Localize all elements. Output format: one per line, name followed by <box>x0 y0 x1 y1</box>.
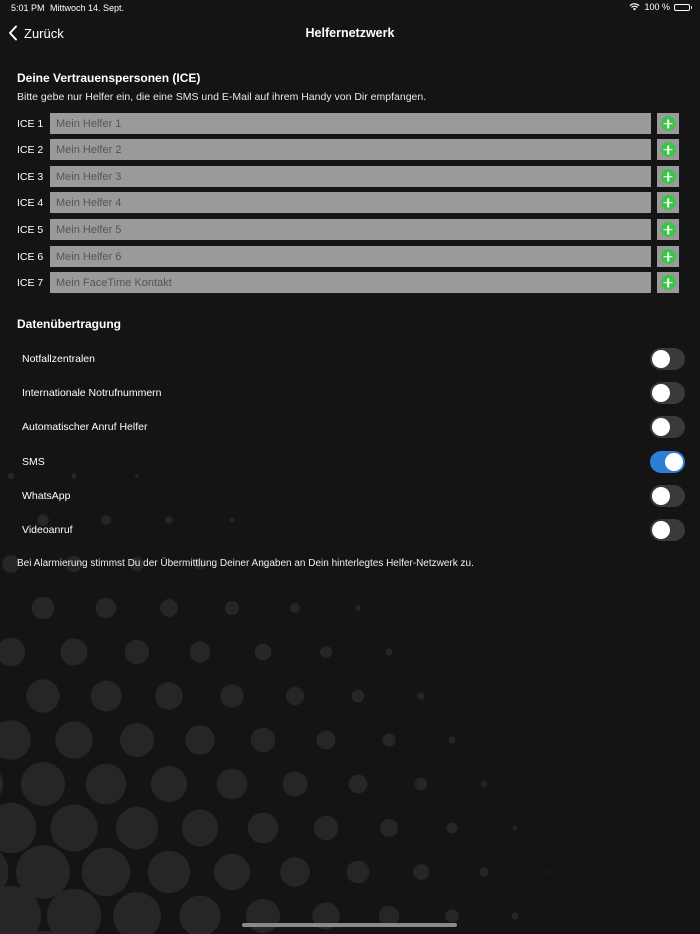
plus-circle-icon <box>661 142 676 157</box>
back-button-label: Zurück <box>24 25 64 41</box>
toggle-label: Automatischer Anruf Helfer <box>22 421 148 433</box>
toggle-label: WhatsApp <box>22 490 71 502</box>
background-dot <box>352 690 365 703</box>
background-dot <box>120 723 154 757</box>
ice-5-add-button[interactable] <box>657 219 679 240</box>
switch-knob <box>652 350 670 368</box>
ice-3-input[interactable] <box>50 166 651 187</box>
ice-label: ICE 2 <box>17 143 44 156</box>
ice-row-6 <box>17 246 679 267</box>
background-dot <box>349 775 368 794</box>
ice-row-1 <box>17 113 679 134</box>
background-dot <box>286 687 304 705</box>
ice-section-description: Bitte gebe nur Helfer ein, die eine SMS und E-Mail auf ihrem Handy von Dir empfangen. <box>17 91 427 103</box>
background-dot <box>113 892 161 934</box>
internationale-notrufnummern-switch[interactable] <box>650 382 685 404</box>
ice-row-7 <box>17 272 679 293</box>
switch-knob <box>652 487 670 505</box>
background-dot <box>60 638 87 665</box>
background-dot <box>151 766 187 802</box>
ice-6-input[interactable] <box>50 246 651 267</box>
background-dot <box>251 728 276 753</box>
background-dot <box>512 913 519 920</box>
background-dot <box>255 644 272 661</box>
background-dot <box>290 603 300 613</box>
background-dot <box>225 601 239 615</box>
plus-circle-icon <box>661 116 676 131</box>
switch-knob <box>652 418 670 436</box>
ice-row-4 <box>17 192 679 213</box>
toggle-label: Internationale Notrufnummern <box>22 387 162 399</box>
background-dot <box>415 778 428 791</box>
background-dot <box>481 781 487 787</box>
background-dot <box>32 597 55 620</box>
toggle-label: Videoanruf <box>22 524 73 536</box>
ice-2-input[interactable] <box>50 139 651 160</box>
page-title: Helfernetzwerk <box>305 26 395 40</box>
ice-7-add-button[interactable] <box>657 272 679 293</box>
background-dot <box>283 772 308 797</box>
background-dot <box>91 681 122 712</box>
plus-circle-icon <box>661 249 676 264</box>
background-dot <box>185 725 215 755</box>
sms-switch[interactable] <box>650 451 685 473</box>
background-dot <box>148 851 190 893</box>
ice-row-5 <box>17 219 679 240</box>
background-dot <box>179 895 220 934</box>
background-dot <box>55 721 92 758</box>
ice-row-3 <box>17 166 679 187</box>
plus-circle-icon <box>661 169 676 184</box>
background-dot <box>96 598 117 619</box>
background-dot <box>214 854 250 890</box>
ice-6-add-button[interactable] <box>657 246 679 267</box>
home-indicator <box>242 923 457 927</box>
ice-1-add-button[interactable] <box>657 113 679 134</box>
background-dot <box>513 826 518 831</box>
data-transfer-section-title: Datenübertragung <box>17 317 122 331</box>
background-dot <box>8 473 15 480</box>
background-dot <box>380 819 398 837</box>
toggle-row-videoanruf <box>22 517 685 543</box>
background-dot <box>417 692 424 699</box>
background-dot <box>386 649 393 656</box>
ice-label: ICE 3 <box>17 170 44 183</box>
consent-note: Bei Alarmierung stimmst Du der Übermittlung Deiner Angaben an Dein hinterlegtes Helfer-Netzwerk zu. <box>17 558 474 569</box>
background-dot <box>448 736 455 743</box>
switch-knob <box>652 521 670 539</box>
ice-label: ICE 5 <box>17 223 44 236</box>
ice-7-facetime-input[interactable] <box>50 272 651 293</box>
background-dot <box>0 803 36 853</box>
background-dot <box>82 848 130 896</box>
toggle-label: SMS <box>22 456 45 468</box>
toggle-row-automatischer-anruf <box>22 414 685 440</box>
background-dot <box>16 845 70 899</box>
background-dot <box>355 605 361 611</box>
back-button[interactable] <box>8 25 64 41</box>
background-dot <box>21 762 65 806</box>
battery-icon <box>674 4 690 11</box>
switch-knob <box>665 453 683 471</box>
background-dot <box>382 733 395 746</box>
whatsapp-switch[interactable] <box>650 485 685 507</box>
plus-circle-icon <box>661 275 676 290</box>
background-dot <box>445 909 459 923</box>
wifi-icon <box>629 3 640 11</box>
ice-label: ICE 7 <box>17 276 44 289</box>
status-time: 5:01 PM <box>11 3 45 13</box>
background-dot <box>546 871 548 873</box>
toggle-row-whatsapp <box>22 483 685 509</box>
background-dot <box>217 769 248 800</box>
background-dot <box>314 816 338 840</box>
plus-circle-icon <box>661 195 676 210</box>
background-dot <box>190 642 211 663</box>
background-dot <box>479 867 488 876</box>
background-dot <box>316 730 335 749</box>
ice-section-title: Deine Vertrauenspersonen (ICE) <box>17 71 201 85</box>
ice-1-input[interactable] <box>50 113 651 134</box>
ice-label: ICE 4 <box>17 196 44 209</box>
background-dot <box>320 646 332 658</box>
background-dot <box>182 810 219 847</box>
background-dot <box>347 861 370 884</box>
ice-label: ICE 6 <box>17 250 44 263</box>
background-dot <box>116 807 158 849</box>
background-dot <box>26 679 59 712</box>
toggle-row-notfallzentralen <box>22 346 685 372</box>
background-dot <box>446 822 457 833</box>
automatischer-anruf-switch[interactable] <box>650 416 685 438</box>
ice-2-add-button[interactable] <box>657 139 679 160</box>
ice-row-2 <box>17 139 679 160</box>
background-dot <box>0 720 31 760</box>
ice-5-input[interactable] <box>50 219 651 240</box>
status-indicators <box>629 2 690 12</box>
videoanruf-switch[interactable] <box>650 519 685 541</box>
ice-4-input[interactable] <box>50 192 651 213</box>
toggle-label: Notfallzentralen <box>22 353 95 365</box>
battery-percent: 100 % <box>644 2 670 12</box>
toggle-row-internationale-notrufnummern <box>22 380 685 406</box>
notfallzentralen-switch[interactable] <box>650 348 685 370</box>
background-dot <box>246 899 280 933</box>
background-dot <box>160 599 178 617</box>
background-dot <box>413 864 429 880</box>
ice-3-add-button[interactable] <box>657 166 679 187</box>
background-dot <box>0 638 25 667</box>
background-dot <box>155 682 182 709</box>
background-dot <box>0 761 3 807</box>
background-dot <box>280 857 310 887</box>
background-dot <box>125 640 149 664</box>
background-dot <box>248 813 279 844</box>
status-date: Mittwoch 14. Sept. <box>50 3 125 13</box>
chevron-left-icon <box>8 25 18 41</box>
toggle-row-sms <box>22 449 685 475</box>
switch-knob <box>652 384 670 402</box>
ice-4-add-button[interactable] <box>657 192 679 213</box>
ice-label: ICE 1 <box>17 117 44 130</box>
plus-circle-icon <box>661 222 676 237</box>
background-dot <box>86 764 127 805</box>
background-dot <box>220 684 243 707</box>
background-dot <box>50 804 97 851</box>
